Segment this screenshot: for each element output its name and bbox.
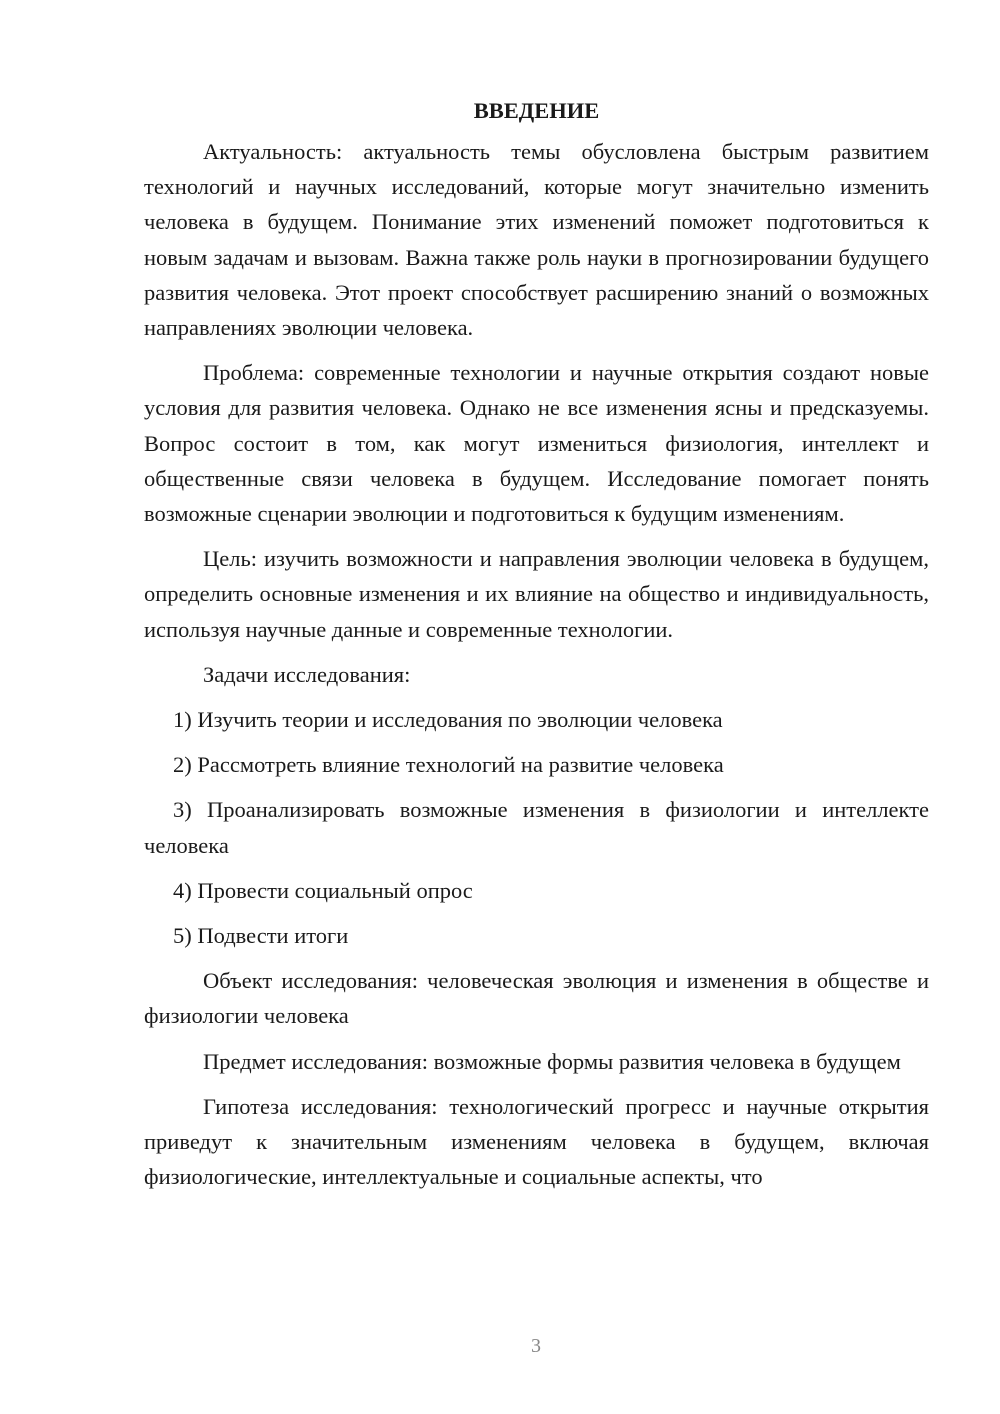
- list-item: 1) Изучить теории и исследования по эволюции человека: [173, 707, 723, 733]
- list-item: 5) Подвести итоги: [173, 923, 349, 949]
- hypothesis-paragraph: Гипотеза исследования: технологический прогресс и научные открытия приведут к значительным изменениям человека в будущем, включая физиологические, интеллектуальные и социальные аспекты, что: [144, 1093, 929, 1190]
- page-number: 3: [531, 1335, 541, 1357]
- page-content: [144, 97, 929, 1204]
- section-heading: ВВЕДЕНИЕ: [473, 98, 600, 123]
- list-item: 2) Рассмотреть влияние технологий на развитие человека: [173, 752, 724, 778]
- tasks-list: [144, 702, 929, 953]
- tasks-title: Задачи исследования:: [203, 661, 411, 687]
- problem-paragraph: Проблема: современные технологии и научные открытия создают новые условия для развития человека. Однако не все изменения ясны и предсказуемы. Вопрос состоит в том, как могут измениться физиология, интеллект и общественные связи человека в будущем. Исследование помогает понять возможные сценарии эволюции и подготовиться к будущим изменениям.: [144, 360, 929, 527]
- goal-paragraph: Цель: изучить возможности и направления эволюции человека в будущем, определить основные изменения и их влияние на общество и индивидуальность, используя научные данные и современные технологии.: [144, 546, 929, 642]
- list-item: 3) Проанализировать возможные изменения в физиологии и интеллекте человека: [144, 797, 929, 858]
- list-item: 4) Провести социальный опрос: [173, 877, 473, 903]
- relevance-paragraph: Актуальность: актуальность темы обусловлена быстрым развитием технологий и научных исследований, которые могут значительно изменить человека в будущем. Понимание этих изменений поможет подготовиться к новым задачам и вызовам. Важна также роль науки в прогнозировании будущего развития человека. Этот проект способствует расширению знаний о возможных направлениях эволюции человека.: [144, 139, 929, 341]
- subject-paragraph: Предмет исследования: возможные формы развития человека в будущем: [203, 1048, 901, 1074]
- object-paragraph: Объект исследования: человеческая эволюция и изменения в обществе и физиологии человека: [144, 968, 929, 1029]
